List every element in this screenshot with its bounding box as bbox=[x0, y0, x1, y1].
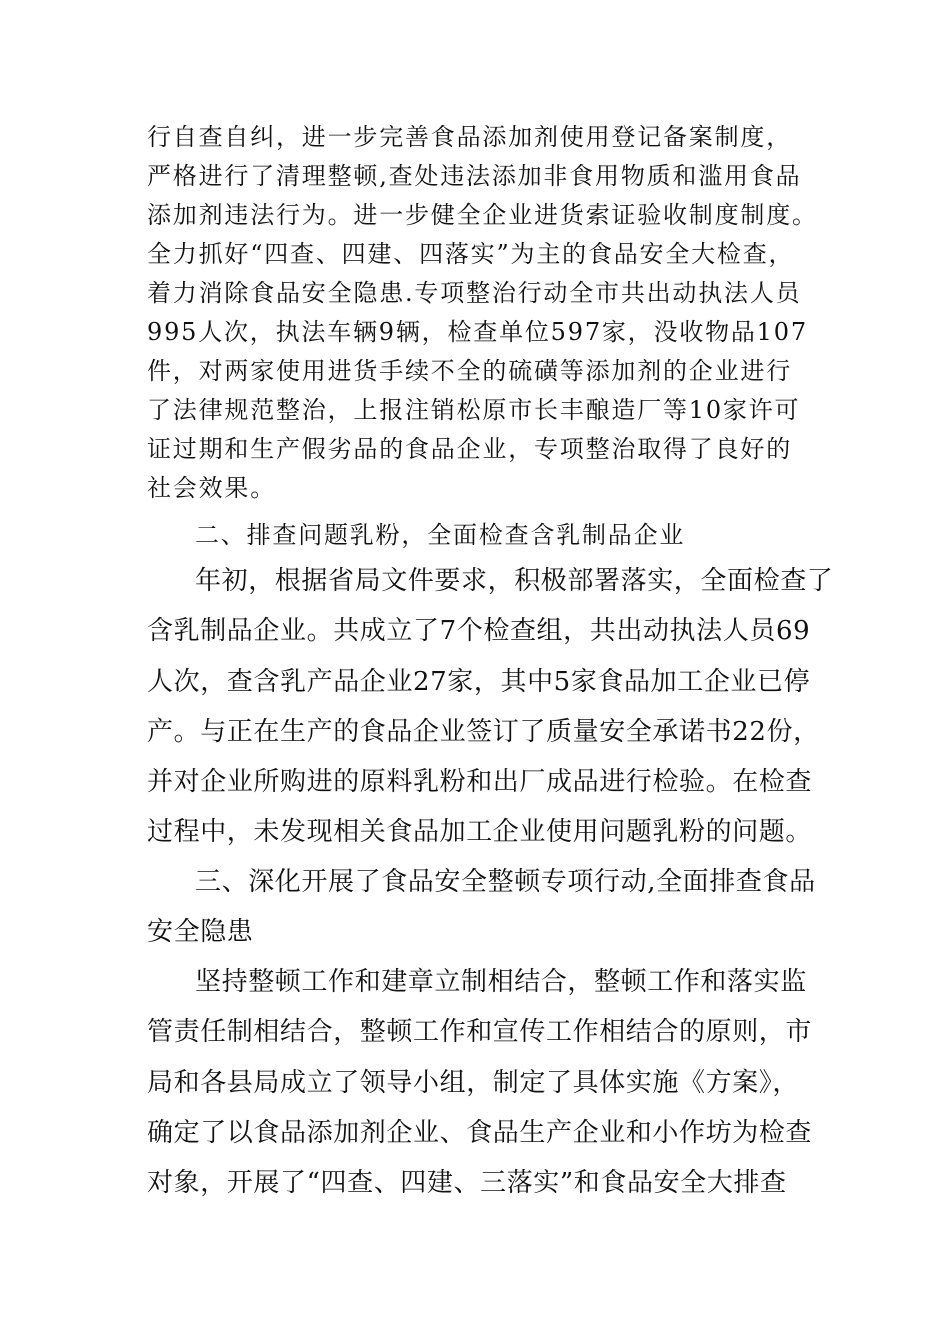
text-line: 过程中，未发现相关食品加工企业使用问题乳粉的问题。 bbox=[147, 817, 813, 847]
section-heading: 三、深化开展了食品安全整顿专项行动,全面排查食品 bbox=[195, 867, 816, 897]
text-line: 全力抓好“四查、四建、四落实”为主的食品安全大检查， bbox=[147, 240, 795, 268]
text-line: 社会效果。 bbox=[147, 474, 276, 502]
text-line: 管责任制相结合，整顿工作和宣传工作相结合的原则，市 bbox=[147, 1017, 813, 1047]
text-line: 坚持整顿工作和建章立制相结合，整顿工作和落实监 bbox=[195, 967, 807, 997]
text-line: 并对企业所购进的原料乳粉和出厂成品进行检验。在检查 bbox=[147, 767, 813, 797]
text-line: 人次，查含乳产品企业27家，其中5家食品加工企业已停 bbox=[147, 667, 811, 697]
text-line: 局和各县局成立了领导小组，制定了具体实施《方案》， bbox=[147, 1068, 800, 1098]
text-line: 件，对两家使用进货手续不全的硫磺等添加剂的企业进行 bbox=[147, 357, 792, 385]
text-line: 995人次，执法车辆9辆，检查单位597家，没收物品107 bbox=[147, 318, 808, 346]
text-line: 着力消除食品安全隐患.专项整治行动全市共出动执法人员 bbox=[147, 279, 802, 307]
text-line: 年初，根据省局文件要求，积极部署落实，全面检查了 bbox=[195, 566, 834, 596]
text-line: 严格进行了清理整顿,查处违法添加非食用物质和滥用食品 bbox=[147, 162, 802, 190]
text-line: 确定了以食品添加剂企业、食品生产企业和小作坊为检查 bbox=[147, 1118, 813, 1148]
text-line: 添加剂违法行为。进一步健全企业进货索证验收制度制度。 bbox=[147, 201, 818, 229]
section-heading: 安全隐患 bbox=[147, 917, 254, 947]
text-line: 产。与正在生产的食品企业签订了质量安全承诺书22份， bbox=[147, 717, 820, 747]
section-heading: 二、排查问题乳粉，全面检查含乳制品企业 bbox=[195, 521, 686, 549]
text-line: 对象，开展了“四查、四建、三落实”和食品安全大排查 bbox=[147, 1168, 787, 1198]
text-line: 了法律规范整治，上报注销松原市长丰酿造厂等10家许可 bbox=[147, 396, 801, 424]
text-line: 行自查自纠，进一步完善食品添加剂使用登记备案制度， bbox=[147, 123, 792, 151]
text-line: 证过期和生产假劣品的食品企业，专项整治取得了良好的 bbox=[147, 435, 792, 463]
text-line: 含乳制品企业。共成立了7个检查组，共出动执法人员69 bbox=[147, 616, 811, 646]
